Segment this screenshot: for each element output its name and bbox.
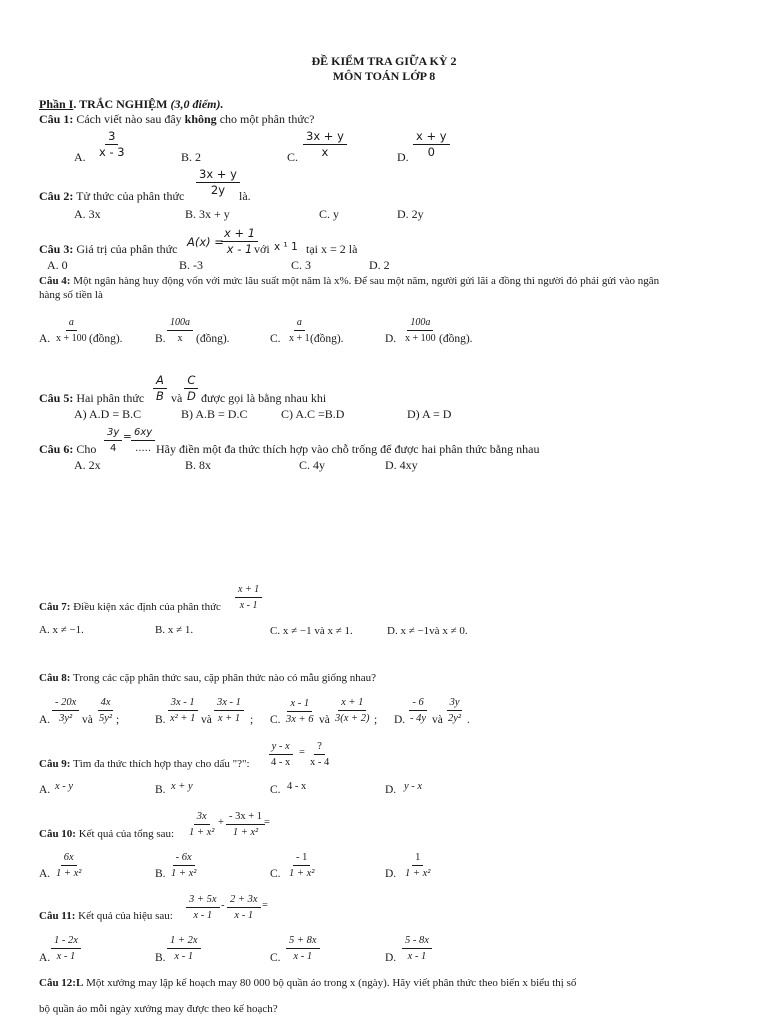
q7-option-c: C. x ≠ −1 và x ≠ 1.: [270, 625, 353, 637]
q1-text-c: cho một phân thức?: [216, 112, 315, 126]
q7-option-d: D. x ≠ −1và x ≠ 0.: [387, 625, 468, 637]
q8-c1-den: 3x + 6: [286, 714, 314, 725]
q7-option-a: A. x ≠ −1.: [39, 624, 84, 636]
q6-text: [39, 442, 96, 457]
q9-r-num: ?: [314, 740, 325, 755]
q8-d1-den: - 4y: [410, 713, 427, 724]
q8-text: [39, 672, 376, 684]
q1-text-b: không: [184, 112, 217, 126]
q8-c2-den: 3(x + 2): [335, 713, 370, 724]
q12-stem: Một xưởng may lập kế hoạch may 80 000 bộ quần áo trong x (ngày). Hãy viết phân thức theo biến x biểu thị số: [83, 977, 577, 989]
q8-option-d-letter: D.: [394, 714, 406, 726]
q6-option-d: D. 4xy: [385, 458, 418, 472]
q2-option-d: D. 2y: [397, 207, 424, 221]
q10-a-den: 1 + x²: [56, 868, 82, 879]
q10-b-num: - 6x: [173, 851, 195, 866]
q11-equals: =: [262, 900, 268, 911]
q1-option-a-letter: A.: [74, 150, 86, 164]
q3-stem: Giá trị của phân thức: [73, 242, 178, 256]
q3-option-b: B. -3: [179, 258, 203, 272]
part-label: Phần I: [39, 97, 74, 111]
q4-option-d-fraction: [402, 316, 439, 345]
q9-option-b-letter: B.: [155, 784, 166, 796]
q11-text: [39, 910, 173, 922]
exam-subtitle: MÔN TOÁN LỚP 8: [332, 69, 436, 83]
q11-label: Câu 11:: [39, 910, 76, 922]
q11-option-d-letter: D.: [385, 952, 397, 964]
q1-text-a: Cách viết nào sau đây: [73, 112, 185, 126]
q8-option-b-letter: B.: [155, 714, 166, 726]
q10-fraction-1: [186, 810, 217, 839]
q9-equals: =: [299, 747, 305, 758]
q5-option-a: A) A.D = B.C: [74, 407, 142, 421]
q4-c-den: x + 1: [289, 333, 310, 344]
q8-option-c-and: và: [319, 714, 330, 726]
q6-r-den: .....: [135, 443, 152, 454]
q10-p-num: 3x: [194, 810, 210, 825]
q10-equals: =: [264, 817, 270, 828]
q3-condition: x ¹ 1: [274, 241, 298, 253]
q10-option-c-fraction: [286, 851, 317, 880]
q4-option-c-fraction: [286, 316, 313, 345]
q2-text: [39, 189, 184, 204]
q3-num: x + 1: [221, 227, 258, 242]
q8-d1-num: - 6: [409, 696, 426, 711]
q3-mid: với: [254, 242, 270, 256]
q1-c-num: 3x + y: [303, 130, 347, 145]
q4-a-num: a: [66, 316, 77, 331]
q8-option-b-fraction-2: [214, 696, 244, 725]
q3-text: [39, 242, 177, 257]
q9-stem: Tìm đa thức thích hợp thay cho dấu "?":: [70, 758, 250, 770]
q10-plus: +: [218, 817, 224, 828]
q2-den: 2y: [210, 183, 225, 197]
q6-option-a: A. 2x: [74, 458, 101, 472]
q11-stem: Kết quả của hiệu sau:: [75, 910, 173, 922]
q1-d-den: 0: [427, 145, 435, 159]
q8-option-c-letter: C.: [270, 714, 281, 726]
q8-label: Câu 8:: [39, 672, 71, 684]
q5-f1-den: B: [156, 389, 164, 403]
q10-d-den: 1 + x²: [405, 868, 431, 879]
q1-option-a-fraction: [96, 130, 128, 159]
q11-d-den: x - 1: [407, 951, 427, 962]
q1-d-num: x + y: [413, 130, 450, 145]
q2-num: 3x + y: [196, 168, 240, 183]
q9-label: Câu 9:: [39, 758, 71, 770]
q10-c-den: 1 + x²: [289, 868, 315, 879]
q11-option-a-fraction: [51, 934, 81, 963]
q8-option-a-fraction-1: [52, 696, 79, 725]
q6-r-num: 6xy: [131, 426, 155, 441]
q1-option-c-letter: C.: [287, 150, 299, 164]
q12-text-line1: [39, 977, 576, 989]
q4-option-c-letter: C.: [270, 333, 281, 345]
q8-b1-num: 3x - 1: [168, 696, 198, 711]
q6-l-num: 3y: [104, 426, 122, 441]
q1-option-b: B. 2: [181, 150, 202, 164]
q9-right-fraction: [307, 740, 332, 769]
q11-p-den: x - 1: [193, 910, 213, 921]
q5-f1-num: A: [153, 374, 167, 389]
q4-option-a-unit: (đồng).: [89, 333, 123, 345]
q1-text: [39, 112, 315, 127]
q4-option-d-unit: (đồng).: [439, 333, 473, 345]
q4-d-num: 100a: [407, 316, 433, 331]
q8-c2-num: x + 1: [338, 696, 366, 711]
q6-tail: Hãy điền một đa thức thích hợp vào chỗ trống để được hai phân thức bằng nhau: [156, 442, 540, 456]
q2-option-b: B. 3x + y: [185, 207, 230, 221]
q8-stem: Trong các cặp phân thức sau, cặp phân thức nào có mẫu giống nhau?: [70, 672, 376, 684]
q9-l-num: y - x: [269, 740, 293, 755]
exam-title: ĐỀ KIỂM TRA GIỮA KỲ 2: [311, 54, 457, 68]
q10-option-a-letter: A.: [39, 868, 51, 880]
q8-b2-num: 3x - 1: [214, 696, 244, 711]
q9-left-fraction: [268, 740, 293, 769]
q2-option-a: A. 3x: [74, 207, 101, 221]
q8-b1-den: x² + 1: [170, 713, 196, 724]
q5-mid: và: [171, 391, 183, 405]
q7-num: x + 1: [235, 583, 262, 598]
q5-f2-den: D: [187, 389, 196, 403]
q4-label: Câu 4:: [39, 275, 71, 287]
q1-c-den: x: [321, 145, 329, 159]
q8-option-a-letter: A.: [39, 714, 51, 726]
q11-a-den: x - 1: [56, 951, 76, 962]
q2-option-c: C. y: [319, 207, 340, 221]
q7-den: x - 1: [239, 600, 258, 611]
q6-right-fraction: [131, 426, 155, 455]
q8-option-a-and: và: [82, 714, 93, 726]
q10-q-num: - 3x + 1: [226, 810, 265, 825]
q4-option-c-unit: (đồng).: [310, 333, 344, 345]
q6-left-fraction: [104, 426, 122, 455]
q11-p-num: 3 + 5x: [186, 893, 220, 908]
q9-option-a: x - y: [55, 781, 74, 792]
q9-text: [39, 758, 250, 770]
q2-stem: Tử thức của phân thức: [73, 189, 185, 203]
q10-option-d-fraction: [402, 851, 433, 880]
q3-tail: tại x = 2 là: [306, 242, 358, 256]
q11-option-b-fraction: [167, 934, 201, 963]
q9-r-den: x - 4: [310, 757, 330, 768]
q3-label: Câu 3:: [39, 242, 74, 256]
q11-option-a-letter: A.: [39, 952, 51, 964]
q11-option-c-fraction: [286, 934, 320, 963]
q5-option-b: B) A.B = D.C: [181, 407, 248, 421]
q6-label: Câu 6:: [39, 442, 74, 456]
q11-a-num: 1 - 2x: [51, 934, 81, 949]
q7-text: [39, 601, 221, 613]
q9-option-a-letter: A.: [39, 784, 51, 796]
q9-option-b: x + y: [171, 781, 193, 792]
q4-c-num: a: [294, 316, 305, 331]
q9-l-den: 4 - x: [271, 757, 291, 768]
q8-a1-num: - 20x: [52, 696, 79, 711]
q8-option-a-sep: ;: [116, 714, 120, 726]
q12-text-line2: bộ quần áo mỗi ngày xưởng may được theo kế hoạch?: [39, 1003, 278, 1015]
q4-option-b-fraction: [167, 316, 193, 345]
q5-fraction-c-d: [184, 374, 199, 403]
q4-d-den: x + 100: [405, 333, 436, 344]
q10-option-b-letter: B.: [155, 868, 166, 880]
q7-label: Câu 7:: [39, 601, 71, 613]
q4-text-line2: hàng số tiền là: [39, 289, 103, 301]
q11-option-c-letter: C.: [270, 952, 281, 964]
q5-text: [39, 391, 144, 406]
q7-stem: Điều kiện xác định của phân thức: [70, 601, 221, 613]
q1-a-num: 3: [105, 130, 118, 145]
q4-b-den: x: [177, 333, 183, 344]
q10-p-den: 1 + x²: [189, 827, 215, 838]
q10-a-num: 6x: [61, 851, 77, 866]
q4-option-b-unit: (đồng).: [196, 333, 230, 345]
q9-option-c-letter: C.: [270, 784, 281, 796]
q8-d2-num: 3y: [447, 696, 463, 711]
q8-option-c-fraction-2: [332, 696, 373, 725]
q8-option-c-fraction-1: [283, 697, 317, 726]
q8-option-d-fraction-1: [407, 696, 429, 725]
q11-option-b-letter: B.: [155, 952, 166, 964]
q8-option-c-sep: ;: [374, 714, 378, 726]
q9-option-d-letter: D.: [385, 784, 397, 796]
q8-option-d-sep: .: [467, 714, 470, 726]
q10-option-a-fraction: [53, 851, 84, 880]
part-name: . TRẮC NGHIỆM: [73, 97, 171, 111]
q12-label: Câu 12:L: [39, 977, 84, 989]
q4-stem: Một ngân hàng huy động vốn với mức lãu suất một năm là x%. Để sau một năm, người gửi lãi a đồng thì người đó phải gửi vào ngân: [70, 275, 660, 287]
q11-d-num: 5 - 8x: [402, 934, 432, 949]
q10-option-c-letter: C.: [270, 868, 281, 880]
q10-b-den: 1 + x²: [171, 868, 197, 879]
q8-a1-den: 3y²: [59, 713, 73, 724]
q5-label: Câu 5:: [39, 391, 74, 405]
q6-l-den: 4: [109, 443, 117, 454]
q11-c-num: 5 + 8x: [286, 934, 320, 949]
q3-option-d: D. 2: [369, 258, 390, 272]
q8-a2-den: 5y²: [99, 713, 113, 724]
q3-option-c: C. 3: [291, 258, 312, 272]
q9-option-c: 4 - x: [287, 781, 307, 792]
q6-option-b: B. 8x: [185, 458, 212, 472]
q10-fraction-2: [226, 810, 265, 839]
q10-stem: Kết quả của tổng sau:: [75, 828, 175, 840]
q8-a2-num: 4x: [98, 696, 114, 711]
q4-text-line1: [39, 275, 659, 287]
q3-den: x - 1: [226, 242, 253, 256]
q1-option-c-fraction: [303, 130, 347, 159]
q9-option-d: y - x: [404, 781, 423, 792]
q5-option-d: D) A = D: [407, 407, 452, 421]
q3-function: A(x) =: [187, 235, 224, 249]
q8-option-d-fraction-2: [445, 696, 464, 725]
q4-option-a-fraction: [53, 316, 90, 345]
q6-equals: =: [123, 431, 132, 443]
q1-option-d-fraction: [413, 130, 450, 159]
q11-b-num: 1 + 2x: [167, 934, 201, 949]
q10-d-num: 1: [412, 851, 423, 866]
q10-c-num: - 1: [293, 851, 310, 866]
q11-fraction-2: [227, 893, 261, 922]
q11-option-d-fraction: [402, 934, 432, 963]
q1-a-den: x - 3: [99, 145, 125, 159]
q5-stem: Hai phân thức: [73, 391, 145, 405]
q10-label: Câu 10:: [39, 828, 76, 840]
q3-fraction: [221, 227, 258, 256]
q10-text: [39, 828, 174, 840]
q5-option-c: C) A.C =B.D: [281, 407, 345, 421]
q10-option-b-fraction: [168, 851, 199, 880]
q4-a-den: x + 100: [56, 333, 87, 344]
q6-stem: Cho: [73, 442, 97, 456]
q8-option-a-fraction-2: [96, 696, 115, 725]
q11-c-den: x - 1: [293, 951, 313, 962]
q2-fraction: [196, 168, 240, 197]
q6-option-c: C. 4y: [299, 458, 326, 472]
q11-b-den: x - 1: [174, 951, 194, 962]
q11-fraction-1: [186, 893, 220, 922]
q10-q-den: 1 + x²: [232, 827, 259, 838]
q8-option-b-fraction-1: [167, 696, 198, 725]
q8-option-b-sep: ;: [250, 714, 254, 726]
q4-b-num: 100a: [167, 316, 193, 331]
q5-tail: được gọi là bằng nhau khi: [201, 391, 327, 405]
part-heading: [39, 97, 223, 112]
q11-q-den: x - 1: [234, 910, 254, 921]
q10-option-d-letter: D.: [385, 868, 397, 880]
q3-option-a: A. 0: [47, 258, 68, 272]
q8-option-d-and: và: [432, 714, 443, 726]
q4-option-d-letter: D.: [385, 333, 397, 345]
q8-option-b-and: và: [201, 714, 212, 726]
q2-tail: là.: [239, 189, 251, 203]
q7-fraction: [235, 583, 262, 612]
q8-c1-num: x - 1: [287, 697, 312, 712]
q11-minus: -: [221, 900, 225, 911]
q5-fraction-a-b: [153, 374, 167, 403]
q4-option-b-letter: B.: [155, 333, 166, 345]
q7-option-b: B. x ≠ 1.: [155, 624, 194, 636]
q5-f2-num: C: [184, 374, 198, 389]
q8-b2-den: x + 1: [217, 713, 241, 724]
q2-label: Câu 2:: [39, 189, 74, 203]
q1-label: Câu 1:: [39, 112, 74, 126]
q8-d2-den: 2y²: [448, 713, 462, 724]
q4-option-a-letter: A.: [39, 333, 51, 345]
q1-option-d-letter: D.: [397, 150, 409, 164]
part-points: (3,0 điểm).: [170, 97, 224, 111]
q11-q-num: 2 + 3x: [227, 893, 261, 908]
